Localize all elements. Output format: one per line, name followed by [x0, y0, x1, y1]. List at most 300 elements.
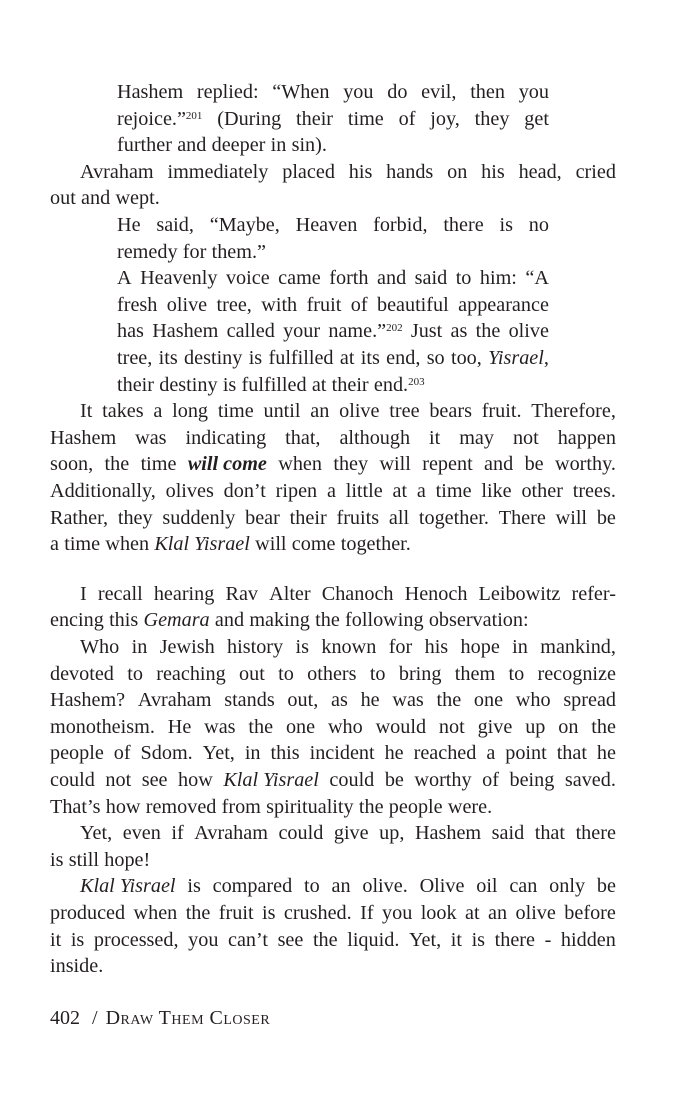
word: hands [386, 160, 434, 183]
text-line [80, 398, 616, 424]
word: end, [386, 347, 421, 369]
word: with [261, 293, 298, 316]
word: being [509, 769, 555, 791]
word: remedy [117, 240, 178, 263]
word: Henoch [404, 582, 468, 605]
word: “Maybe, [209, 214, 280, 236]
word: tree [389, 400, 420, 423]
word: not [105, 769, 132, 791]
page-footer [50, 1005, 270, 1031]
word: replied: [196, 81, 259, 103]
word: there [575, 822, 616, 845]
word: too, [450, 347, 482, 369]
word: in [244, 742, 261, 765]
word: Sdom. [140, 742, 193, 765]
word: come [291, 533, 336, 556]
footnote-marker: 203 [408, 375, 425, 388]
word: don’t [223, 480, 266, 502]
word: Hashem [50, 426, 117, 449]
text-line [50, 847, 616, 873]
word: that [556, 742, 587, 765]
word: He [167, 715, 192, 738]
word: deeper [211, 134, 266, 157]
word: give [477, 715, 513, 738]
word: is [187, 875, 201, 898]
quote-line [117, 292, 549, 318]
word: for [182, 240, 207, 263]
word: a [486, 742, 496, 765]
word: history [227, 636, 284, 658]
word: up [525, 715, 546, 738]
text-line [50, 185, 616, 211]
word: of [482, 769, 499, 791]
text-line [50, 927, 616, 953]
word: look [420, 902, 457, 924]
word: and [81, 187, 111, 210]
word: how [105, 795, 141, 818]
word: you [518, 81, 549, 103]
text-line [50, 740, 616, 766]
word: placed [282, 160, 335, 183]
word: together. [418, 506, 489, 529]
word: olive [339, 400, 380, 423]
word: is [248, 347, 263, 369]
word: said, [156, 214, 194, 236]
word: who [515, 689, 551, 712]
word: “When [272, 81, 330, 103]
word: can [509, 875, 538, 898]
word: an [488, 902, 508, 924]
word: liquid. [347, 928, 400, 951]
word: fresh [117, 293, 158, 316]
word: repent [422, 453, 473, 476]
word: him: [479, 267, 517, 290]
word: to [369, 662, 386, 685]
word: That’s [50, 795, 101, 818]
word: Just [410, 320, 443, 343]
word: oil [476, 875, 498, 898]
word: as [450, 320, 468, 343]
word: the [104, 453, 130, 476]
word: Rav [225, 582, 259, 605]
quote-line [117, 265, 549, 291]
word: saved. [564, 769, 616, 791]
word: only [549, 875, 586, 898]
word: following [345, 609, 424, 632]
word: is [499, 214, 513, 236]
italic-text: Klal Yisrael [223, 769, 319, 791]
word: you [188, 928, 219, 951]
word: Heavenly [140, 267, 218, 290]
word: until [263, 400, 301, 423]
word: hope! [104, 848, 151, 871]
word: fruit [306, 293, 342, 316]
word: monotheism. [50, 715, 155, 738]
word: a [153, 400, 163, 423]
word: be [384, 769, 404, 791]
word: in [131, 636, 148, 658]
word: this [270, 742, 300, 765]
text-line [50, 661, 616, 687]
word: hope [460, 636, 500, 658]
word: said [414, 267, 448, 290]
word: olive [166, 293, 208, 316]
word: Hashem [152, 320, 219, 343]
word: their [331, 373, 369, 396]
word: out, [287, 689, 319, 712]
word: the [358, 795, 384, 818]
text-line [80, 873, 616, 899]
word: Hashem [117, 81, 184, 103]
word [223, 767, 319, 793]
word: you [343, 81, 374, 103]
word: appearance [458, 293, 549, 316]
word: to [508, 662, 525, 685]
word: spread [563, 689, 616, 712]
word: not [438, 715, 465, 738]
word: be [596, 875, 616, 898]
word: get [524, 107, 549, 130]
word: olives [165, 480, 214, 502]
word: refer- [571, 582, 616, 605]
text-line [80, 820, 616, 846]
word: Alter [269, 582, 311, 605]
word: evil, [421, 81, 457, 103]
word: so [426, 347, 445, 369]
word: fulfilled [268, 347, 334, 369]
text-line [50, 425, 616, 451]
word: time [140, 453, 177, 476]
word: reaching [156, 662, 226, 685]
word: It [80, 400, 93, 423]
italic-text: Klal Yisrael [154, 533, 250, 556]
word: observation: [428, 609, 529, 632]
word: beautiful [376, 293, 449, 316]
word: reached [413, 742, 477, 765]
word: time [347, 107, 384, 130]
word: may [459, 426, 494, 449]
word: see [141, 769, 168, 791]
word: on [447, 160, 468, 183]
word: name.”$^{202}$ [328, 320, 403, 343]
word: inside. [50, 955, 104, 978]
text-line [50, 714, 616, 740]
word: came [278, 267, 321, 290]
word: like [481, 480, 512, 502]
word: Yet, [202, 742, 235, 765]
word: could [329, 769, 375, 791]
word: a [50, 533, 59, 556]
word: at [311, 373, 327, 396]
word: Therefore, [531, 400, 616, 423]
word: one [285, 715, 316, 738]
word: could [278, 822, 324, 845]
word: Yet, [80, 822, 113, 845]
word: and [177, 134, 207, 157]
word: There [498, 506, 546, 529]
word: time [64, 533, 101, 556]
word: forth [329, 267, 369, 290]
word: end.$^{203}$ [373, 373, 425, 396]
word: all [388, 506, 410, 529]
word: he [384, 742, 404, 765]
word: to [278, 662, 294, 685]
word: immediately [167, 160, 269, 183]
word: would [375, 715, 427, 738]
word: indicating [185, 426, 267, 449]
word: when [133, 902, 178, 924]
word: fulfilled [241, 373, 307, 396]
word: be [524, 453, 544, 476]
word: if [171, 822, 184, 845]
word: the [248, 715, 274, 738]
word: in [270, 134, 287, 157]
word: He [117, 214, 141, 236]
word: although [339, 426, 411, 449]
word: will [555, 506, 588, 529]
word: could [50, 769, 95, 791]
word: of [398, 107, 416, 130]
word: worthy [414, 769, 472, 791]
word: bears [429, 400, 472, 423]
word: people [50, 742, 104, 765]
word: little [345, 480, 383, 502]
word: encing [50, 609, 104, 632]
word: do [387, 81, 408, 103]
page-number: 402 [50, 1007, 80, 1029]
word: together. [340, 533, 411, 556]
word: head, [518, 160, 562, 183]
italic-text: Yisrael [488, 347, 544, 369]
word: long [172, 400, 209, 423]
word: Yet, [408, 928, 442, 951]
word: other [521, 480, 563, 502]
word: still [68, 848, 100, 871]
word: out [50, 187, 76, 210]
word: on [558, 715, 579, 738]
word: out [239, 662, 265, 685]
italic-text: Gemara [143, 609, 210, 632]
word: not [512, 426, 539, 449]
word: at [339, 347, 355, 369]
word: of [113, 742, 131, 765]
word: Avraham [194, 822, 268, 845]
word: If [360, 902, 374, 924]
word: before [564, 902, 616, 924]
word: was [204, 715, 236, 738]
word: of [350, 293, 368, 316]
word [188, 451, 267, 477]
word: cried [575, 160, 616, 183]
text-line [50, 478, 616, 504]
word: to [455, 267, 472, 290]
word: this [109, 609, 139, 632]
word: he [596, 742, 616, 765]
word: give [333, 822, 369, 845]
word: that, [285, 426, 321, 449]
word: wept. [115, 187, 160, 210]
word: further [117, 134, 172, 157]
word: fruits [336, 506, 380, 529]
word: their [117, 373, 154, 396]
word: an [310, 400, 330, 423]
word: making [249, 609, 310, 632]
text-line [50, 451, 616, 477]
word: an [331, 875, 351, 898]
word: A [117, 267, 132, 290]
word: bring [398, 662, 442, 685]
word: at [465, 902, 480, 924]
word: Hashem? [50, 689, 126, 712]
word: processed, [93, 928, 179, 951]
text-line [80, 159, 616, 185]
word: incident [309, 742, 375, 765]
word: will [255, 533, 287, 556]
word: Who [80, 636, 120, 658]
word: removed [145, 795, 217, 818]
word: his [481, 160, 505, 183]
word: soon, [50, 453, 94, 476]
text-line [50, 531, 616, 557]
text-line [50, 953, 616, 979]
word: can’t [228, 928, 268, 951]
word: the [315, 609, 340, 632]
word: is [50, 848, 64, 871]
emphasis-text: will come [187, 453, 267, 476]
word: fruit. [481, 400, 522, 423]
word: produced [50, 902, 126, 924]
word: time [217, 400, 254, 423]
quote-line [117, 239, 549, 265]
word: was [392, 689, 424, 712]
word: trees. [572, 480, 616, 502]
word: Olive [419, 875, 465, 898]
word: is [295, 636, 309, 658]
word: tree, [216, 293, 252, 316]
word: the [312, 928, 338, 951]
word: olive [508, 320, 549, 343]
word: olive [515, 902, 556, 924]
word: the [475, 320, 501, 343]
text-line [80, 634, 616, 660]
word: they [117, 506, 153, 529]
word: it [429, 426, 441, 449]
word: their [289, 506, 327, 529]
word: and [484, 453, 514, 476]
word: hearing [153, 582, 215, 605]
italic-text: Klal Yisrael [80, 875, 176, 898]
word: one [473, 689, 504, 712]
word [154, 531, 250, 557]
word: to [127, 662, 143, 685]
word: a [416, 480, 426, 502]
quote-line [117, 79, 549, 105]
text-line [50, 607, 616, 633]
word: Chanoch [321, 582, 394, 605]
word: he [360, 689, 380, 712]
word: will [379, 453, 411, 476]
word: is [70, 928, 85, 951]
word: takes [102, 400, 144, 423]
word: at [392, 480, 408, 502]
word: were. [447, 795, 493, 818]
word: its [360, 347, 380, 369]
word: ripen [275, 480, 318, 502]
word: people [388, 795, 443, 818]
word: tree, [117, 347, 153, 369]
word: others [307, 662, 357, 685]
word: you [382, 902, 413, 924]
word: compared [212, 875, 293, 898]
word: when [278, 453, 322, 476]
word: and [377, 267, 407, 290]
word: when [105, 533, 150, 556]
text-line [50, 900, 616, 926]
footnote-marker: 201 [185, 109, 203, 122]
word: who [327, 715, 363, 738]
word: the [591, 715, 616, 738]
word: forbid, [373, 214, 428, 236]
text-line [80, 581, 616, 607]
word: known [321, 636, 377, 658]
footer-separator: / [92, 1007, 98, 1029]
word: from [221, 795, 261, 818]
word: a [326, 480, 336, 502]
word: voice [225, 267, 270, 290]
word: see [277, 928, 304, 951]
word: it [50, 928, 62, 951]
word: his [424, 636, 449, 658]
text-line [50, 767, 616, 793]
word: it [450, 928, 462, 951]
word: time [435, 480, 472, 502]
word: crushed. [283, 902, 352, 924]
quote-line [117, 132, 549, 158]
word [143, 607, 209, 633]
word: and [214, 609, 245, 632]
quote-line [117, 318, 549, 344]
word: destiny [184, 347, 243, 369]
word: they [474, 107, 510, 130]
word: Leibowitz [478, 582, 561, 605]
word [80, 873, 176, 899]
word: joy, [430, 107, 460, 130]
quote-line [117, 106, 549, 132]
word: stands [224, 689, 275, 712]
word: how [178, 769, 213, 791]
word: Additionally, [50, 480, 156, 502]
word: “A [525, 267, 549, 290]
word: Avraham [137, 689, 212, 712]
word: be [596, 506, 616, 529]
word: (During [217, 107, 282, 130]
word: is [261, 902, 276, 924]
word: they [333, 453, 369, 476]
word: Hashem [414, 822, 482, 845]
word: worthy. [554, 453, 616, 476]
word: no [528, 214, 549, 236]
word: then [470, 81, 505, 103]
word: hidden [560, 928, 616, 951]
word: that [534, 822, 566, 845]
word: recall [97, 582, 143, 605]
word: said [491, 822, 525, 845]
word: Avraham [80, 160, 154, 183]
word: fruit [218, 902, 254, 924]
book-title: Draw Them Closer [105, 1007, 271, 1029]
word: has [117, 320, 144, 343]
word: up, [379, 822, 405, 845]
